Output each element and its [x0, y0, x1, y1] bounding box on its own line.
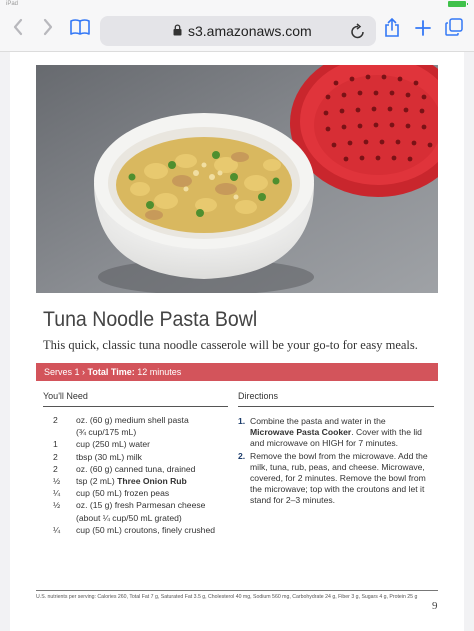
ingredient-item — [43, 525, 228, 537]
direction-text-before: Combine the pasta and water in the — [250, 416, 386, 426]
direction-number: 2. — [238, 451, 246, 462]
directions-list — [238, 416, 428, 508]
share-icon — [384, 18, 400, 38]
directions-rule — [238, 406, 434, 407]
new-tab-button[interactable] — [411, 18, 435, 42]
ingredient-text: tsp (2 mL) — [76, 475, 118, 486]
ingredient-text: oz. (15 g) fresh Parmesan cheese — [76, 500, 206, 511]
ingredient-text: cup (50 mL) frozen peas — [76, 488, 170, 499]
book-icon — [69, 18, 91, 36]
tabs-icon — [445, 18, 463, 36]
ingredient-quantity: ½ — [53, 500, 61, 511]
ingredient-quantity: ½ — [53, 475, 61, 486]
directions-heading: Directions — [238, 391, 279, 401]
serves-label: Serves 1 — [44, 367, 80, 377]
back-button[interactable] — [6, 18, 30, 42]
ingredient-text: oz. (60 g) canned tuna, drained — [76, 463, 196, 474]
document-page — [10, 52, 464, 631]
ingredient-quantity: ¼ — [53, 488, 61, 499]
footer-rule — [36, 590, 438, 591]
ingredient-item — [43, 452, 228, 464]
ingredient-text: (about ¼ cup/50 mL grated) — [76, 512, 182, 523]
ingredients-heading: You'll Need — [43, 391, 88, 401]
url-text: s3.amazonaws.com — [188, 23, 312, 39]
ingredient-quantity: 2 — [53, 415, 58, 425]
ingredient-product-name: Three Onion Rub — [117, 475, 187, 486]
ingredient-description — [76, 476, 228, 488]
ingredient-description — [76, 439, 228, 451]
ingredient-item — [43, 427, 228, 439]
recipe-subtitle: This quick, classic tuna noodle casserole will be your go-to for easy meals. — [43, 338, 418, 352]
ingredient-item — [43, 500, 228, 512]
address-bar[interactable] — [100, 16, 376, 46]
bookmarks-button[interactable] — [68, 18, 92, 42]
ingredient-item — [43, 488, 228, 500]
ingredient-quantity: 1 — [53, 439, 58, 450]
direction-number: 1. — [238, 416, 246, 426]
ingredients-rule — [43, 406, 228, 407]
direction-step — [238, 451, 428, 505]
ingredient-text: cup (50 mL) croutons, finely crushed — [76, 524, 215, 535]
status-carrier: iPad — [6, 1, 19, 7]
lock-icon — [173, 24, 182, 36]
recipe-photo — [36, 65, 438, 293]
forward-button[interactable] — [36, 18, 60, 42]
direction-step — [238, 416, 428, 448]
direction-text — [250, 451, 428, 505]
ingredient-item — [43, 513, 228, 525]
total-time-label: Total Time: — [87, 367, 135, 377]
direction-text — [250, 416, 428, 448]
ingredient-text: (¾ cup/175 mL) — [76, 427, 137, 438]
ingredient-quantity — [43, 513, 76, 525]
ingredient-description — [76, 525, 228, 537]
chevron-left-icon — [12, 18, 24, 36]
ingredient-item — [43, 415, 228, 427]
ingredient-text: oz. (60 g) medium shell pasta — [76, 415, 189, 425]
tabs-button[interactable] — [442, 18, 466, 42]
total-time-value: 12 minutes — [137, 367, 182, 377]
direction-text-before: Remove the bowl from the microwave. Add the milk, tuna, rub, peas, and cheese. Microwave, covered, for 2 minutes. Remove the bowl from the microwave; top with the croutons and let it stand for 2–3 minutes. — [250, 451, 428, 505]
ingredient-quantity: 2 — [53, 451, 58, 462]
ingredient-description — [76, 488, 228, 500]
direction-text-after: . Cover with the lid and microwave on HIGH for 7 minutes. — [250, 426, 422, 448]
share-button[interactable] — [380, 18, 404, 42]
ingredient-description — [76, 415, 228, 427]
ingredient-item — [43, 464, 228, 476]
ingredient-quantity: ¼ — [53, 524, 61, 535]
ingredient-quantity: 2 — [53, 463, 58, 474]
reload-icon[interactable] — [350, 22, 366, 40]
ingredient-item — [43, 439, 228, 451]
ingredient-text: tbsp (30 mL) milk — [76, 451, 142, 462]
ingredients-list — [43, 415, 228, 537]
page-number: 9 — [432, 600, 438, 612]
ingredient-text: cup (250 mL) water — [76, 439, 151, 450]
info-separator: › — [79, 367, 88, 377]
plus-icon — [415, 20, 431, 36]
ingredient-description — [76, 427, 228, 439]
nutrition-info: U.S. nutrients per serving: Calories 260, Total Fat 7 g, Saturated Fat 3.5 g, Cholesterol 40 mg, Sodium 560 mg, Carbohydrate 24 g, Fiber 3 g, Sugars 4 g, Protein 25 g — [36, 594, 418, 600]
ingredient-description — [76, 500, 228, 512]
chevron-right-icon — [42, 18, 54, 36]
ingredient-quantity — [43, 427, 76, 439]
ingredient-item — [43, 476, 228, 488]
recipe-title: Tuna Noodle Pasta Bowl — [43, 308, 258, 331]
ingredient-description — [76, 513, 228, 525]
battery-icon — [448, 1, 466, 7]
recipe-info-band — [36, 363, 438, 381]
direction-product-name: Microwave Pasta Cooker — [250, 426, 352, 437]
browser-toolbar — [0, 8, 474, 52]
ingredient-description — [76, 452, 228, 464]
status-bar — [0, 0, 474, 8]
ingredient-description — [76, 464, 228, 476]
